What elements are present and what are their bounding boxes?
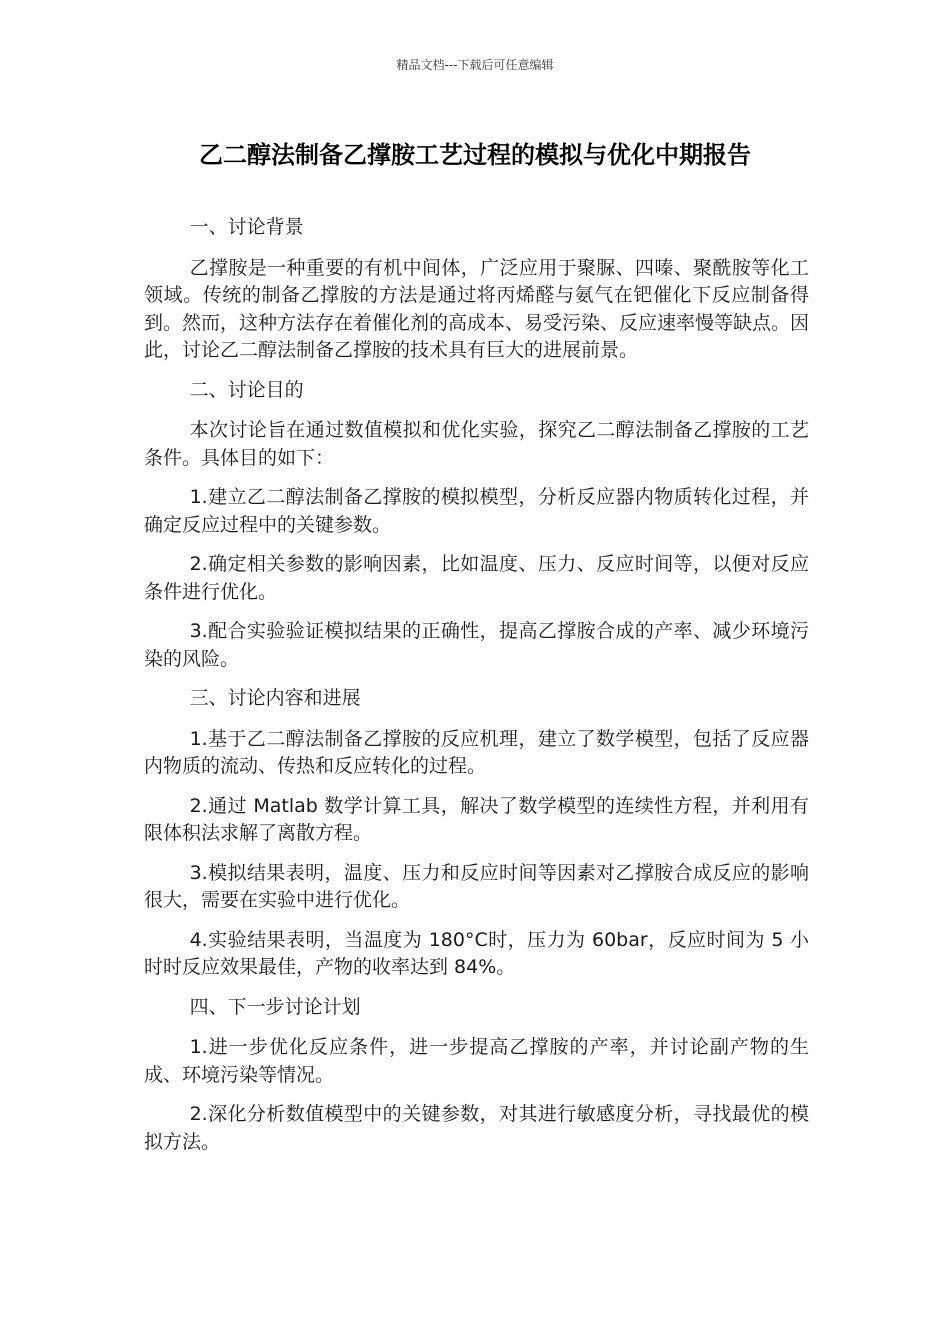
document-title: 乙二醇法制备乙撑胺工艺过程的模拟与优化中期报告 <box>199 141 751 169</box>
paragraph-purpose-intro: 本次讨论旨在通过数值模拟和优化实验，探究乙二醇法制备乙撑胺的工艺条件。具体目的如下： <box>144 419 809 469</box>
section-heading-purpose: 二、讨论目的 <box>189 378 304 401</box>
paragraph-background: 乙撑胺是一种重要的有机中间体，广泛应用于聚脲、四嗪、聚酰胺等化工领域。传统的制备乙撑胺的方法是通过将丙烯醛与氨气在钯催化下反应制备得到。然而，这种方法存在着催化剂的高成本、易受污染、反应速率慢等缺点。因此，讨论乙二醇法制备乙撑胺的技术具有巨大的进展前景。 <box>144 256 810 361</box>
paragraph-progress-item-1: 1.基于乙二醇法制备乙撑胺的反应机理，建立了数学模型，包括了反应器内物质的流动、传热和反应转化的过程。 <box>144 727 809 777</box>
page-header-watermark: 精品文档---下载后可任意编辑 <box>396 58 554 72</box>
section-heading-next-plan: 四、下一步讨论计划 <box>189 995 361 1018</box>
paragraph-purpose-item-2: 2.确定相关参数的影响因素，比如温度、压力、反应时间等，以便对反应条件进行优化。 <box>144 553 809 603</box>
section-heading-progress: 三、讨论内容和进展 <box>189 687 361 709</box>
paragraph-progress-item-2: 2.通过 Matlab 数学计算工具，解决了数学模型的连续性方程，并利用有限体积法求解了离散方程。 <box>144 794 809 844</box>
paragraph-plan-item-2: 2.深化分析数值模型中的关键参数，对其进行敏感度分析，寻找最优的模拟方法。 <box>144 1103 809 1153</box>
paragraph-progress-item-3: 3.模拟结果表明，温度、压力和反应时间等因素对乙撑胺合成反应的影响很大，需要在实验中进行优化。 <box>144 861 809 911</box>
paragraph-purpose-item-3: 3.配合实验验证模拟结果的正确性，提高乙撑胺合成的产率、减少环境污染的风险。 <box>144 620 809 670</box>
paragraph-progress-item-4: 4.实验结果表明，当温度为 180°C时，压力为 60bar，反应时间为 5 小时时反应效果最佳，产物的收率达到 84%。 <box>144 928 809 978</box>
paragraph-purpose-item-1: 1.建立乙二醇法制备乙撑胺的模拟模型，分析反应器内物质转化过程，并确定反应过程中的关键参数。 <box>144 486 809 536</box>
section-heading-background: 一、讨论背景 <box>189 216 304 238</box>
document-body <box>144 214 809 1168</box>
paragraph-plan-item-1: 1.进一步优化反应条件，进一步提高乙撑胺的产率，并讨论副产物的生成、环境污染等情况。 <box>144 1036 809 1086</box>
